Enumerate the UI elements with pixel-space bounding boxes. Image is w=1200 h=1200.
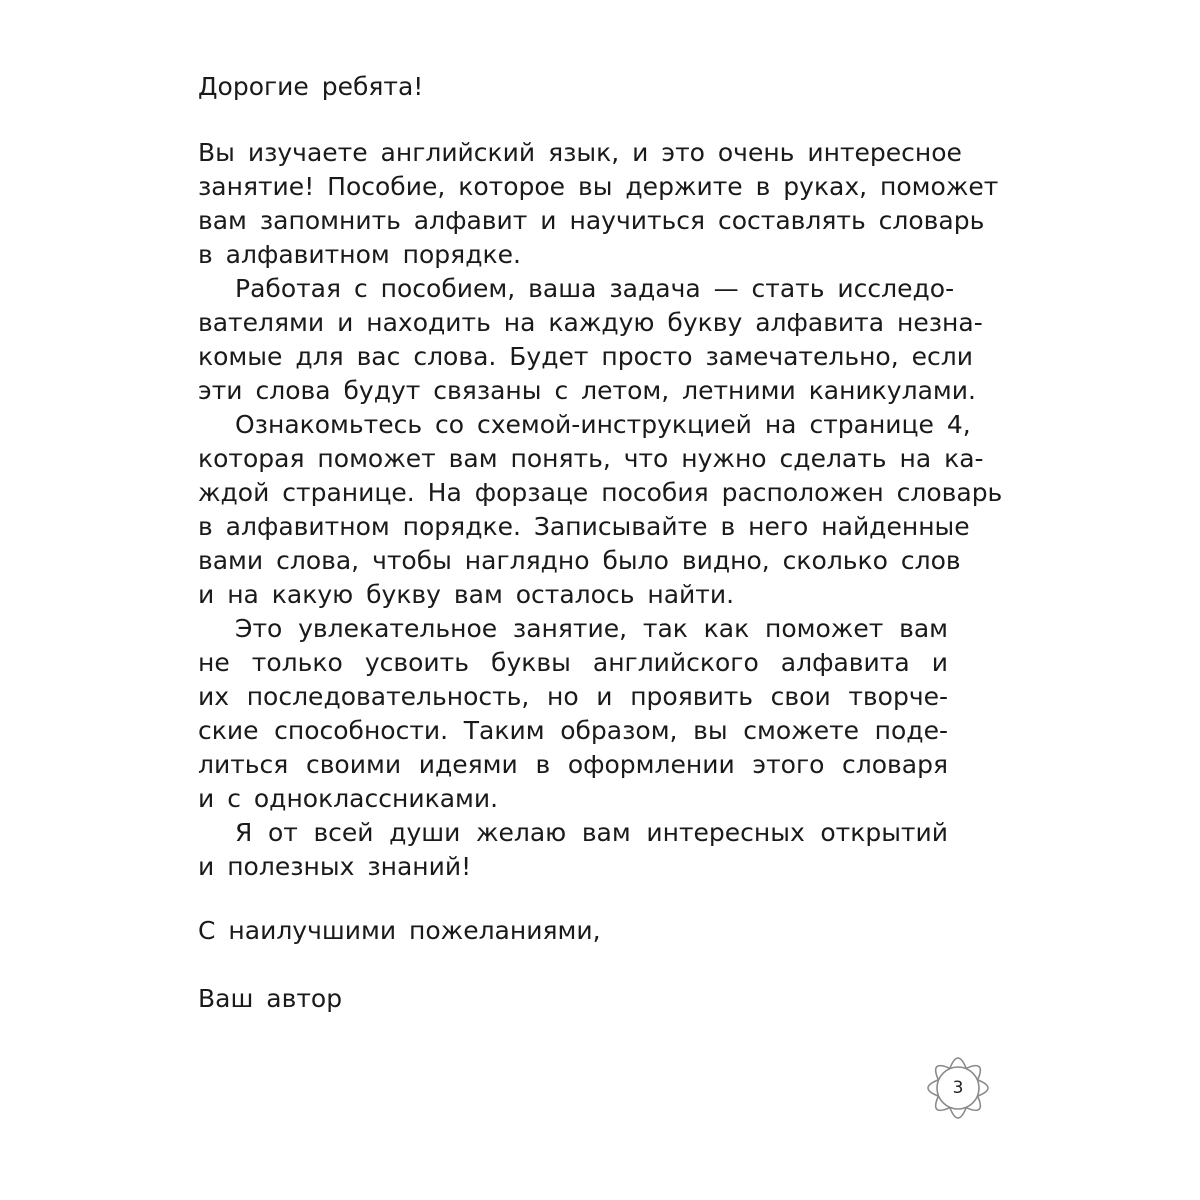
page-number-badge <box>912 1042 1004 1134</box>
paragraph-line: Я от всей души желаю вам интересных открытий <box>235 818 948 847</box>
closing: С наилучшими пожеланиями, <box>198 916 601 945</box>
paragraph-line: не только усвоить буквы английского алфавита и <box>198 648 948 677</box>
paragraph-line: эти слова будут связаны с летом, летними каникулами. <box>198 376 976 405</box>
paragraph-line: ждой странице. На форзаце пособия расположен словарь <box>198 478 1003 507</box>
paragraph-line: в алфавитном порядке. Записывайте в него найденные <box>198 512 970 541</box>
page-number: 3 <box>952 1078 964 1098</box>
paragraph-line: в алфавитном порядке. <box>198 240 521 269</box>
paragraph-line: которая поможет вам понять, что нужно сделать на ка- <box>198 444 984 473</box>
paragraph-line: вам запомнить алфавит и научиться составлять словарь <box>198 206 985 235</box>
paragraph-line: ские способности. Таким образом, вы сможете поде- <box>198 716 948 745</box>
paragraph-line: Вы изучаете английский язык, и это очень интересное <box>198 138 962 167</box>
greeting: Дорогие ребята! <box>198 72 424 101</box>
signature: Ваш автор <box>198 984 343 1013</box>
paragraph-line: занятие! Пособие, которое вы держите в руках, поможет <box>198 172 999 201</box>
paragraph-line: Ознакомьтесь со схемой-инструкцией на странице 4, <box>235 410 971 439</box>
paragraph-line: вателями и находить на каждую букву алфавита незна- <box>198 308 983 337</box>
paragraph-line: и с одноклассниками. <box>198 784 499 813</box>
paragraph-line: Работая с пособием, ваша задача — стать исследо- <box>235 274 955 303</box>
paragraph-line: литься своими идеями в оформлении этого словаря <box>198 750 948 779</box>
paragraph-line: комые для вас слова. Будет просто замечательно, если <box>198 342 973 371</box>
paragraph-line: и полезных знаний! <box>198 852 472 881</box>
paragraph-line: их последовательность, но и проявить свои творче- <box>198 682 948 711</box>
paragraph-line: Это увлекательное занятие, так как поможет вам <box>235 614 948 643</box>
paragraph-line: вами слова, чтобы наглядно было видно, сколько слов <box>198 546 961 575</box>
paragraph-line: и на какую букву вам осталось найти. <box>198 580 735 609</box>
